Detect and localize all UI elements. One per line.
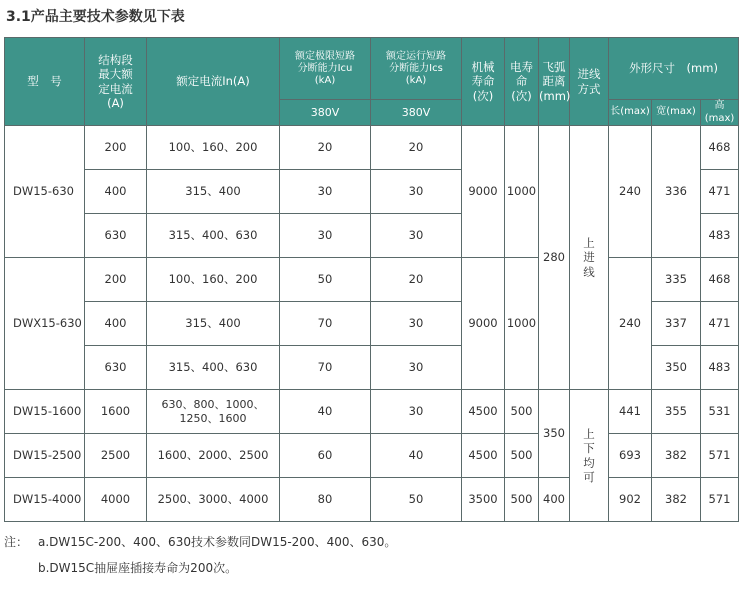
arc-distance-cell: 400 [539,478,570,522]
note-label: 注： [4,535,29,549]
frame-cell: 1600 [85,390,147,434]
mech-life-cell: 3500 [462,478,505,522]
height-cell: 483 [701,214,739,258]
icu-cell: 40 [280,390,371,434]
current-cell: 100、160、200 [147,258,280,302]
icu-cell: 50 [280,258,371,302]
table-row [5,126,739,170]
length-cell: 902 [609,478,652,522]
wiring-cell: 上 进 线 [570,126,609,390]
header-arc-distance: 飞弧 距离 (mm) [539,38,570,126]
header-dimensions: 外形尺寸 (mm) [609,38,739,100]
frame-cell: 2500 [85,434,147,478]
frame-cell: 400 [85,302,147,346]
height-cell: 468 [701,258,739,302]
width-cell: 337 [652,302,701,346]
width-cell: 382 [652,478,701,522]
height-cell: 571 [701,478,739,522]
model-cell: DW15-4000 [5,478,85,522]
header-length: 长(max) [609,100,652,126]
frame-cell: 4000 [85,478,147,522]
width-cell: 355 [652,390,701,434]
length-cell: 240 [609,126,652,258]
mech-life-cell: 4500 [462,390,505,434]
length-cell: 441 [609,390,652,434]
elec-life-cell: 1000 [505,126,539,258]
header-model: 型 号 [5,38,85,126]
height-cell: 483 [701,346,739,390]
ics-cell: 20 [371,126,462,170]
header-height: 高(max) [701,100,739,126]
ics-cell: 40 [371,434,462,478]
icu-cell: 80 [280,478,371,522]
current-cell: 315、400、630 [147,346,280,390]
header-elec-life: 电寿 命 (次) [505,38,539,126]
length-cell: 240 [609,258,652,390]
frame-cell: 630 [85,346,147,390]
note-b [4,555,396,581]
width-cell: 336 [652,126,701,258]
notes [4,529,396,581]
height-cell: 571 [701,434,739,478]
mech-life-cell: 9000 [462,126,505,258]
elec-life-cell: 500 [505,478,539,522]
model-cell: DW15-630 [5,126,85,258]
mech-life-cell: 4500 [462,434,505,478]
table-row [5,434,739,478]
height-cell: 531 [701,390,739,434]
wiring-cell: 上 下 均 可 [570,390,609,522]
header-rated-current: 额定电流In(A) [147,38,280,126]
section-title: 3.1产品主要技术参数见下表 [6,9,185,25]
header-ics: 额定运行短路 分断能力Ics (kA) [371,38,462,100]
icu-cell: 60 [280,434,371,478]
ics-cell: 30 [371,390,462,434]
mech-life-cell: 9000 [462,258,505,390]
elec-life-cell: 1000 [505,258,539,390]
current-cell: 1600、2000、2500 [147,434,280,478]
ics-cell: 30 [371,170,462,214]
frame-cell: 630 [85,214,147,258]
model-cell: DW15-1600 [5,390,85,434]
icu-cell: 30 [280,214,371,258]
table-row [5,478,739,522]
ics-cell: 30 [371,302,462,346]
spec-table [4,37,739,522]
header-width: 宽(max) [652,100,701,126]
header-frame-current: 结构段 最大额 定电流 (A) [85,38,147,126]
table-row [5,258,739,302]
header-voltage-ics: 380V [371,100,462,126]
header-wiring: 进线 方式 [570,38,609,126]
header-voltage-icu: 380V [280,100,371,126]
ics-cell: 30 [371,346,462,390]
frame-cell: 400 [85,170,147,214]
table-row [5,390,739,434]
icu-cell: 20 [280,126,371,170]
current-cell: 2500、3000、4000 [147,478,280,522]
height-cell: 468 [701,126,739,170]
ics-cell: 20 [371,258,462,302]
icu-cell: 70 [280,302,371,346]
width-cell: 350 [652,346,701,390]
current-cell: 315、400 [147,302,280,346]
ics-cell: 50 [371,478,462,522]
note-b-text: b.DW15C抽屉座插接寿命为200次。 [38,561,238,575]
height-cell: 471 [701,170,739,214]
elec-life-cell: 500 [505,390,539,434]
icu-cell: 70 [280,346,371,390]
icu-cell: 30 [280,170,371,214]
note-a [4,529,396,555]
note-a-text: a.DW15C-200、400、630技术参数同DW15-200、400、630。 [38,535,397,549]
current-cell: 315、400、630 [147,214,280,258]
frame-cell: 200 [85,126,147,170]
arc-distance-cell: 350 [539,390,570,478]
current-cell: 100、160、200 [147,126,280,170]
frame-cell: 200 [85,258,147,302]
ics-cell: 30 [371,214,462,258]
elec-life-cell: 500 [505,434,539,478]
width-cell: 335 [652,258,701,302]
model-cell: DWX15-630 [5,258,85,390]
current-cell: 315、400 [147,170,280,214]
length-cell: 693 [609,434,652,478]
width-cell: 382 [652,434,701,478]
arc-distance-cell: 280 [539,126,570,390]
header-icu: 额定极限短路 分断能力Icu (kA) [280,38,371,100]
height-cell: 471 [701,302,739,346]
model-cell: DW15-2500 [5,434,85,478]
current-cell: 630、800、1000、 1250、1600 [147,390,280,434]
header-mech-life: 机械 寿命 (次) [462,38,505,126]
